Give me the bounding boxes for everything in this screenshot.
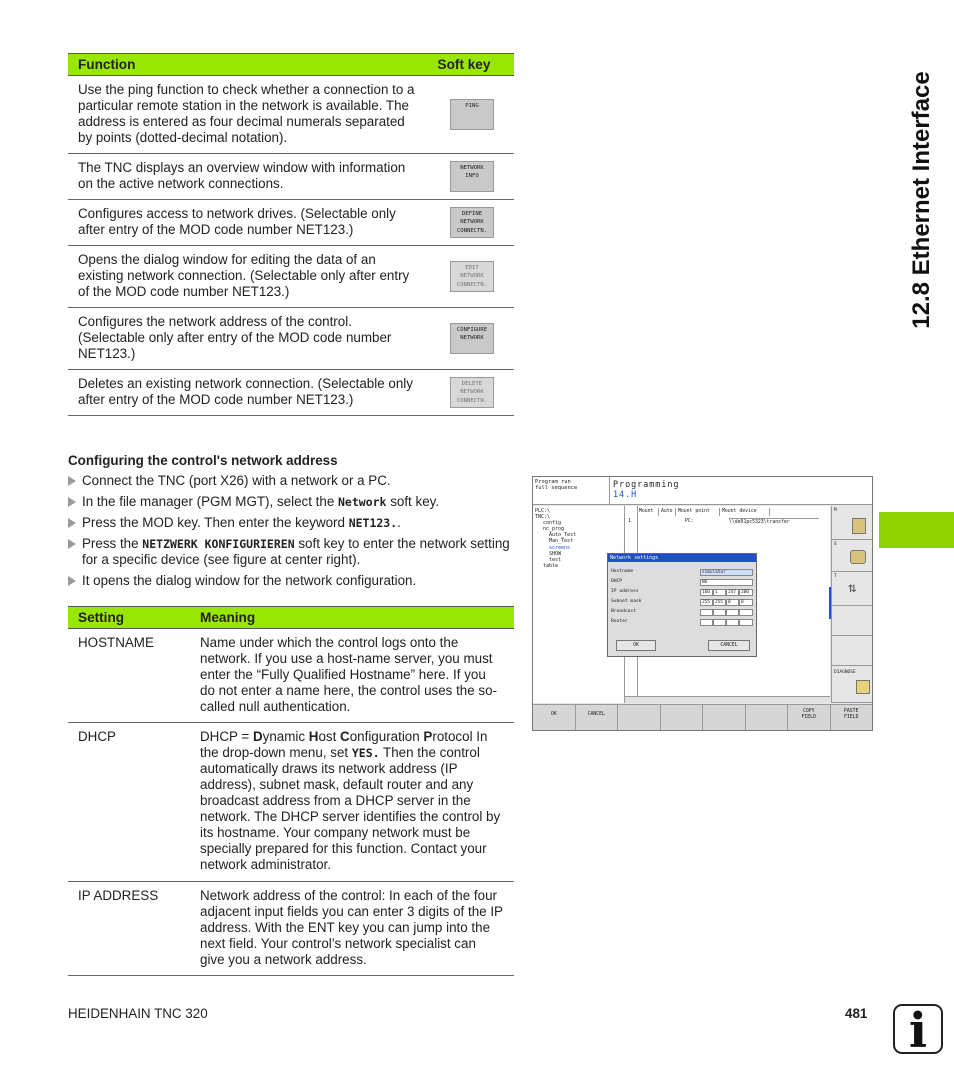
softkey-label: NETWORK: [460, 335, 484, 342]
dialog-cancel-button[interactable]: CANCEL: [708, 640, 750, 651]
setting-name: IP ADDRESS: [68, 882, 190, 976]
ip-field-3[interactable]: 247: [726, 589, 739, 596]
function-description: Opens the dialog window for editing the data of an existing network connection. (Selectable only after entry of the MOD code number NET123.): [68, 246, 430, 308]
setting-name: HOSTNAME: [68, 629, 190, 723]
table-row: [68, 370, 514, 416]
diagnose-key[interactable]: DIAGNOSE: [832, 666, 873, 703]
tree-item[interactable]: nc_prog: [543, 526, 565, 533]
field-label: Hostname: [611, 569, 634, 574]
softkey-label: NETWORK: [460, 164, 484, 171]
function-header: Function: [68, 54, 430, 76]
table-row: [68, 154, 514, 200]
softkey-label: NETWORK: [460, 219, 484, 226]
broadcast-field-2[interactable]: [713, 609, 726, 616]
softkey-button[interactable]: [450, 261, 494, 292]
tree-item[interactable]: Auto_Test: [549, 532, 577, 539]
page-number: 481: [845, 1006, 868, 1021]
softkey-label: CONNECTN.: [456, 281, 488, 288]
softkey-label: EDIT: [465, 264, 479, 271]
tnc-screenshot: [532, 476, 873, 731]
setting-meaning: Network address of the control: In each of the four adjacent input fields you can enter 3 digits of the IP address. With the ENT key you can jump into the next field. Your control’s network specialist can give you a network address.: [190, 882, 514, 976]
softkey-label: NETWORK: [460, 389, 484, 396]
tree-item[interactable]: config: [543, 520, 562, 527]
keyword: YES.: [351, 746, 380, 760]
tree-item[interactable]: table: [543, 562, 559, 569]
router-field-4[interactable]: [739, 619, 753, 626]
softkey-label: [451, 119, 493, 127]
m-status: M: [832, 506, 873, 540]
horizontal-scrollbar[interactable]: [625, 696, 830, 703]
table-row: [68, 246, 514, 308]
hostname-field[interactable]: simulator: [700, 569, 753, 576]
t-status: T ⇅: [832, 572, 873, 606]
field-label: DHCP: [611, 579, 623, 584]
right-status-bar: [831, 506, 873, 703]
table-row: [68, 882, 514, 976]
field-label: Subnet mask: [611, 599, 642, 604]
step-item: Connect the TNC (port X26) with a network or a PC.: [68, 473, 518, 489]
softkey-ok[interactable]: OK: [533, 704, 576, 731]
softkey-label: [451, 181, 493, 189]
footer-product: HEIDENHAIN TNC 320: [68, 1006, 208, 1021]
field-label: Broadcast: [611, 609, 636, 614]
table-row: [68, 629, 514, 723]
softkey-label: [451, 110, 493, 118]
router-field-3[interactable]: [726, 619, 739, 626]
table-row: [68, 723, 514, 882]
function-description: Use the ping function to check whether a connection to a particular remote station in the network is available. The address is entered as four decimal numerals separated by points (dotted-decimal notation).: [68, 76, 430, 154]
meaning-header: Meaning: [190, 607, 514, 629]
table-row: [68, 76, 514, 154]
softkey-label: CONNECTN.: [456, 397, 488, 404]
broadcast-field-4[interactable]: [739, 609, 753, 616]
field-label: IP address: [611, 589, 639, 594]
list-header: Auto: [659, 508, 676, 516]
softkey-bar: [533, 704, 872, 731]
tree-item[interactable]: TNC:\: [535, 514, 551, 521]
field-label: Router: [611, 619, 628, 624]
softkey-name: Network: [338, 495, 387, 509]
broadcast-field-3[interactable]: [726, 609, 739, 616]
tree-item[interactable]: screens: [549, 544, 571, 551]
softkey-paste-field[interactable]: PASTE FIELD: [831, 704, 873, 731]
s-status: S: [832, 540, 873, 572]
dhcp-select[interactable]: NO: [700, 579, 753, 586]
softkey-label: CONNECTN.: [456, 227, 488, 234]
list-header: Mount device: [720, 508, 770, 516]
chapter-tab-marker: [879, 512, 954, 548]
setting-meaning: Name under which the control logs onto the network. If you use a host-name server, you must enter the “Fully Qualified Hostname” here. If you do not enter a name here, the control uses the so-called null authentication.: [190, 629, 514, 723]
function-description: Configures the network address of the control. (Selectable only after entry of the MOD code number NET123.): [68, 308, 430, 370]
dialog-title: Network settings: [608, 554, 756, 562]
function-description: The TNC displays an overview window with information on the active network connections.: [68, 154, 430, 200]
setting-header: Setting: [68, 607, 190, 629]
softkey-label: DEFINE: [461, 210, 483, 217]
setting-name: DHCP: [68, 723, 190, 882]
table-row: [68, 200, 514, 246]
step-item: Press the NETZWERK KONFIGURIEREN soft key to enter the network setting for a specific device (see figure at center right).: [68, 536, 518, 568]
softkey-empty[interactable]: [618, 704, 661, 731]
tree-item[interactable]: SHOW: [549, 550, 562, 557]
step-item: In the file manager (PGM MGT), select the Network soft key.: [68, 494, 518, 510]
tool-arrow-icon: ⇅: [848, 580, 857, 596]
operating-mode: Program run full sequence: [533, 477, 610, 505]
config-heading: Configuring the control's network address: [68, 453, 338, 468]
softkey-label: DELETE: [461, 380, 483, 387]
function-description: Deletes an existing network connection. (Selectable only after entry of the MOD code number NET123.): [68, 370, 430, 416]
mask-field-2[interactable]: 255: [713, 599, 726, 606]
spindle-icon: [850, 550, 866, 564]
dialog-ok-button[interactable]: OK: [616, 640, 656, 651]
router-field-1[interactable]: [700, 619, 713, 626]
tree-item[interactable]: PLC:\: [535, 508, 551, 514]
setting-table: [68, 606, 514, 976]
programming-header: Programming 14.H: [610, 477, 872, 505]
list-header: Mount: [637, 508, 659, 516]
keyword: NET123.: [348, 516, 398, 530]
step-list: [68, 473, 518, 594]
softkey-button[interactable]: [450, 161, 494, 192]
router-field-2[interactable]: [713, 619, 726, 626]
info-icon: i: [893, 1004, 943, 1054]
softkey-copy-field[interactable]: COPY FIELD: [788, 704, 831, 731]
tree-item[interactable]: Man_Test: [549, 538, 574, 545]
softkey-empty[interactable]: [746, 704, 789, 731]
ip-field-2[interactable]: 1: [713, 589, 726, 596]
function-description: Configures access to network drives. (Selectable only after entry of the MOD code number NET123.): [68, 200, 430, 246]
softkey-button[interactable]: [450, 323, 494, 354]
function-table: [68, 53, 514, 416]
mask-field-4[interactable]: 0: [739, 599, 753, 606]
ip-field-4[interactable]: 200: [739, 589, 753, 596]
network-settings-dialog: [607, 553, 757, 657]
softkey-name: NETZWERK KONFIGURIEREN: [142, 537, 295, 551]
tree-item[interactable]: test: [549, 556, 562, 563]
setting-meaning: DHCP = Dynamic Host Configuration Protocol In the drop-down menu, set YES. Then the control automatically draws its network address (IP address), subnet mask, default router and any broadcast address from a DHCP server in the network. The DHCP server identifies the control by its hostname. Your company network must be specially prepared for this function. Contact your network administrator.: [190, 723, 514, 882]
softkey-empty[interactable]: [661, 704, 704, 731]
softkey-empty[interactable]: [703, 704, 746, 731]
step-item: It opens the dialog window for the network configuration.: [68, 573, 518, 589]
table-row: [68, 308, 514, 370]
softkey-cancel[interactable]: CANCEL: [576, 704, 619, 731]
softkey-header: Soft key: [430, 54, 514, 76]
diagnose-icon: [856, 680, 870, 694]
softkey-button[interactable]: [450, 99, 494, 130]
softkey-label: CONFIGURE: [456, 326, 488, 333]
softkey-label: [451, 343, 493, 351]
mask-field-3[interactable]: 0: [726, 599, 739, 606]
softkey-label: PING: [465, 102, 479, 109]
broadcast-field-1[interactable]: [700, 609, 713, 616]
vertical-scroll-thumb[interactable]: [829, 587, 831, 619]
softkey-button[interactable]: [450, 207, 494, 238]
mask-field-1[interactable]: 255: [700, 599, 713, 606]
machine-icon: [852, 518, 866, 534]
step-item: Press the MOD key. Then enter the keyword NET123..: [68, 515, 518, 531]
section-title: 12.8 Ethernet Interface: [908, 71, 935, 329]
ip-field-1[interactable]: 160: [700, 589, 713, 596]
list-row[interactable]: 1 PC: \\de01pc5323\transfer: [625, 518, 830, 525]
softkey-label: INFO: [465, 173, 479, 180]
list-header: Mount point: [676, 508, 720, 516]
softkey-button[interactable]: [450, 377, 494, 408]
softkey-label: NETWORK: [460, 273, 484, 280]
